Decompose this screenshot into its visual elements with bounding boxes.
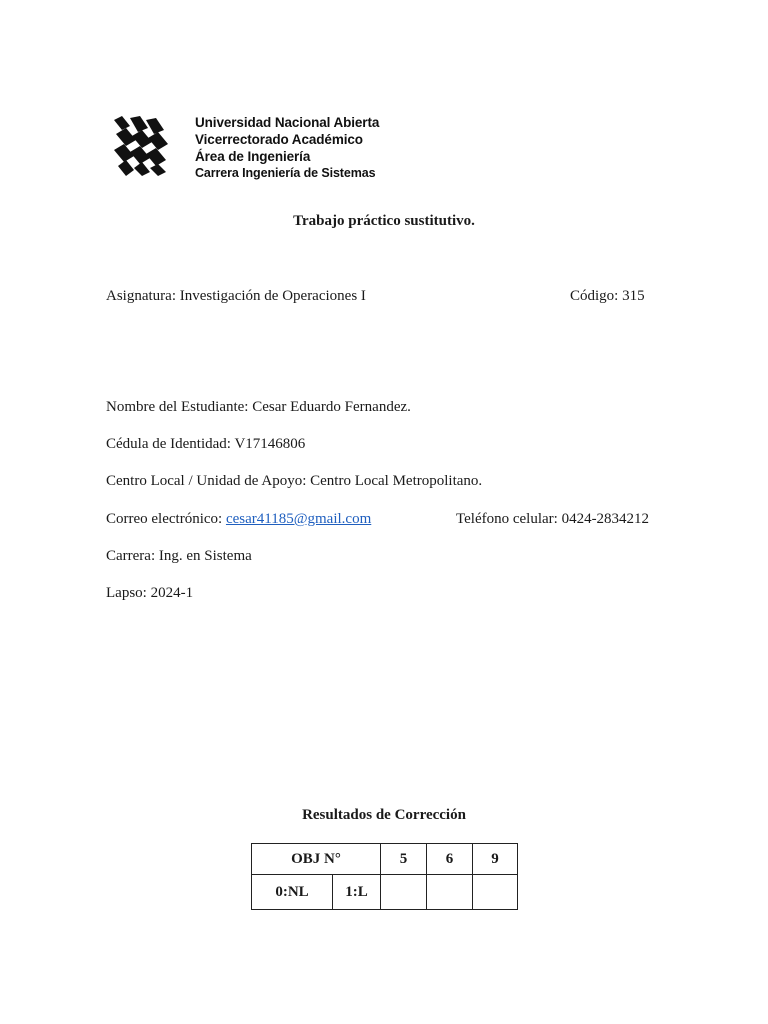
score-cell [427,875,473,910]
results-title: Resultados de Corrección [302,807,466,823]
table-row [252,875,518,910]
score-cell [473,875,518,910]
objective-cell: 6 [427,844,473,875]
period-line: Lapso: 2024-1 [106,585,194,601]
institution-line-1: Universidad Nacional Abierta [195,115,380,130]
objective-header-cell: OBJ N° [252,844,381,875]
phone-line: Teléfono celular: 0424-2834212 [456,511,650,527]
id-number-line: Cédula de Identidad: V17146806 [106,436,306,452]
subject-line: Asignatura: Investigación de Operaciones I [106,288,366,304]
results-table [251,843,518,910]
objective-cell: 5 [381,844,427,875]
email-line [106,510,371,528]
university-logo-icon [112,116,168,176]
document-title: Trabajo práctico sustitutivo. [293,213,475,229]
institution-line-3: Área de Ingeniería [195,149,311,164]
legend-nl-cell: 0:NL [252,875,333,910]
code-line: Código: 315 [570,288,645,304]
objective-cell: 9 [473,844,518,875]
institution-line-4: Carrera Ingeniería de Sistemas [195,166,376,180]
career-line: Carrera: Ing. en Sistema [106,548,252,564]
legend-l-cell: 1:L [333,875,381,910]
score-cell [381,875,427,910]
student-name-line: Nombre del Estudiante: Cesar Eduardo Fernandez. [106,399,411,415]
institution-line-2: Vicerrectorado Académico [195,132,363,147]
institution-header [195,114,379,182]
email-link[interactable]: cesar41185@gmail.com [225,511,372,527]
email-label: Correo electrónico: [106,511,226,527]
table-row [252,844,518,875]
center-line: Centro Local / Unidad de Apoyo: Centro Local Metropolitano. [106,473,483,489]
